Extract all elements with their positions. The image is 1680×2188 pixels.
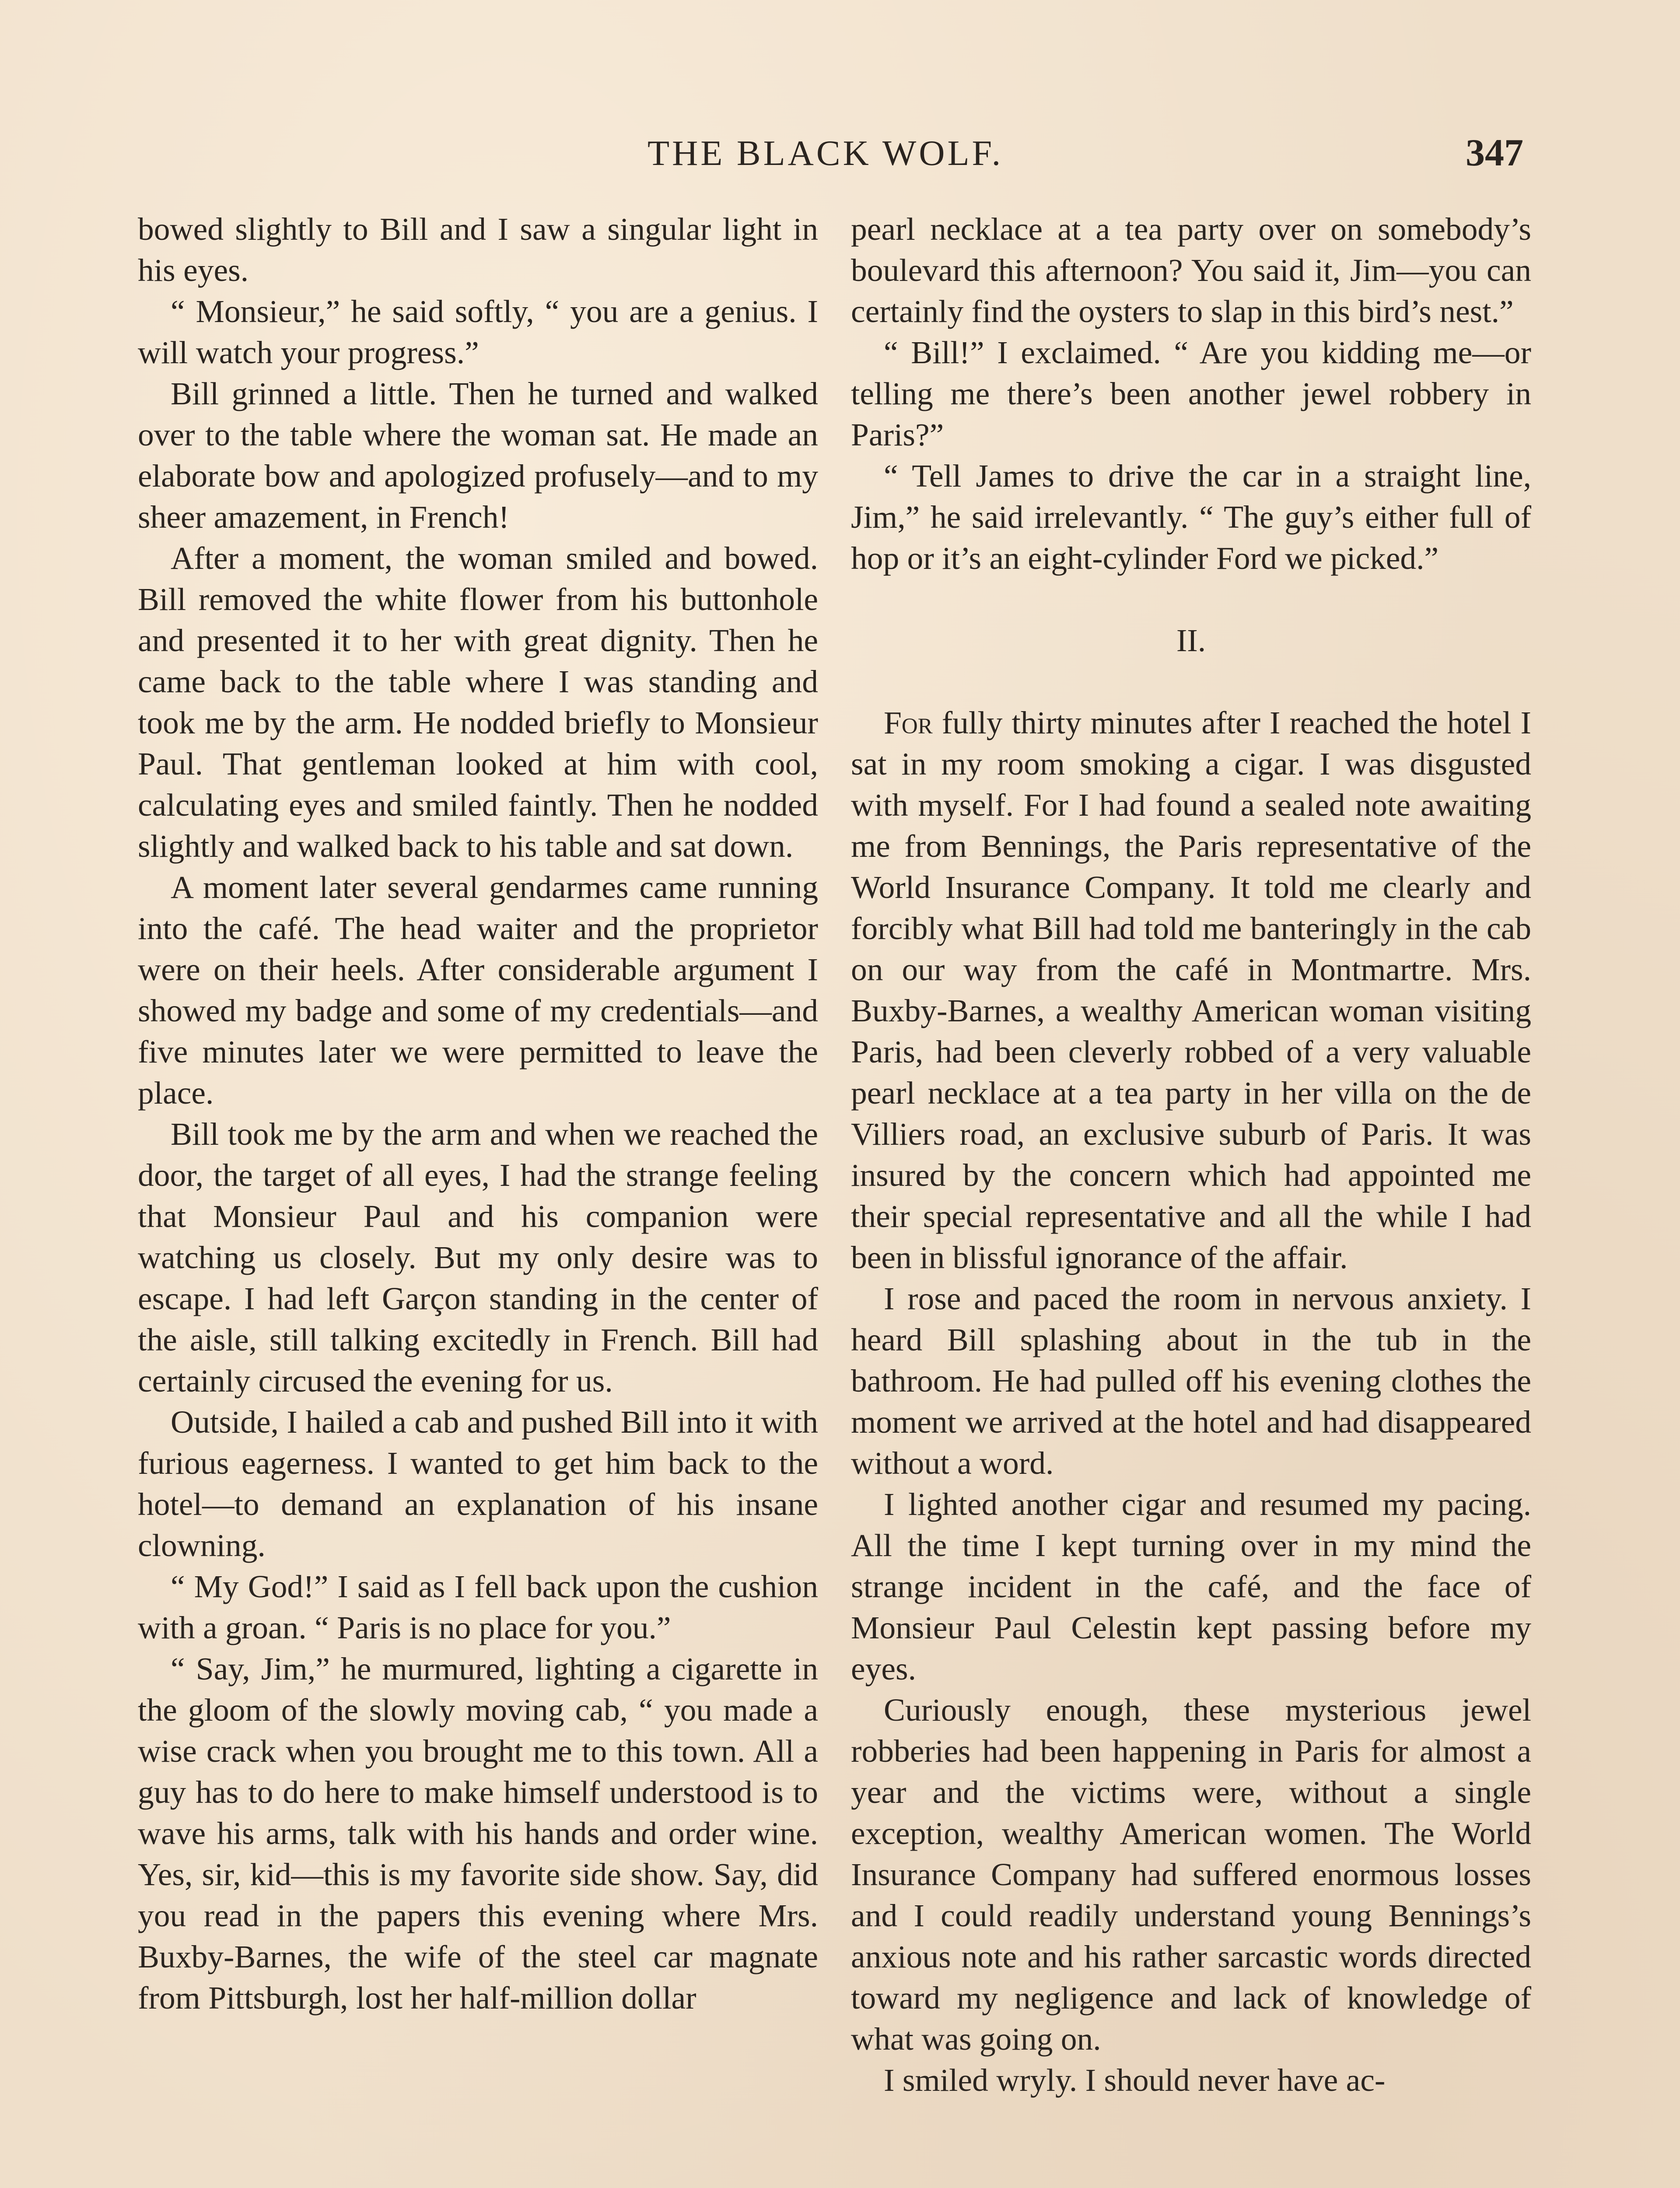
paragraph: Outside, I hailed a cab and pushed Bill into it with furious eagerness. I wanted to get him back to the hotel—to demand an explanation of his insane clowning.	[138, 1404, 818, 1563]
paragraph	[851, 702, 1531, 1278]
section-numeral: II.	[1176, 623, 1206, 658]
paragraph: “ Say, Jim,” he murmured, lighting a cigarette in the gloom of the slowly moving cab, “ you made a wise crack when you brought me to this town. All a guy has to do here to make himself understood is to wave his arms, talk with his hands and order wine. Yes, sir, kid—this is my favorite side show. Say, did you read in the papers this evening where Mrs. Buxby-Barnes, the wife of the steel car magnate from Pittsburgh, lost her half-million dollar	[138, 1651, 818, 2016]
right-text-column	[851, 209, 1531, 2101]
paragraph-lead-word: For	[884, 705, 933, 740]
paragraph: bowed slightly to Bill and I saw a singular light in his eyes.	[138, 211, 818, 288]
left-text-column	[138, 209, 818, 2019]
paragraph: A moment later several gendarmes came running into the café. The head waiter and the proprietor were on their heels. After considerable argument I showed my badge and some of my credentials—and five minutes later we were permitted to leave the place.	[138, 870, 818, 1111]
paragraph: “ My God!” I said as I fell back upon the cushion with a groan. “ Paris is no place for you.”	[138, 1569, 818, 1645]
paragraph: I rose and paced the room in nervous anxiety. I heard Bill splashing about in the tub in the bathroom. He had pulled off his evening clothes the moment we arrived at the hotel and had disappeared without a word.	[851, 1281, 1531, 1481]
paragraph: After a moment, the woman smiled and bowed. Bill removed the white flower from his buttonhole and presented it to her with great dignity. Then he came back to the table where I was standing and took me by the arm. He nodded briefly to Monsieur Paul. That gentleman looked at him with cool, calculating eyes and smiled faintly. Then he nodded slightly and walked back to his table and sat down.	[138, 540, 818, 864]
paragraph: “ Monsieur,” he said softly, “ you are a genius. I will watch your progress.”	[138, 294, 818, 370]
page-number: 347	[1466, 132, 1523, 174]
paragraph: Bill grinned a little. Then he turned and walked over to the table where the woman sat. He made an elaborate bow and apologized profusely—and to my sheer amazement, in French!	[138, 376, 818, 535]
paragraph: Bill took me by the arm and when we reached the door, the target of all eyes, I had the strange feeling that Monsieur Paul and his companion were watching us closely. But my only desire was to escape. I had left Garçon standing in the center of the aisle, still talking excitedly in French. Bill had certainly circused the evening for us.	[138, 1116, 818, 1399]
paragraph: I smiled wryly. I should never have ac-	[884, 2062, 1386, 2098]
running-title: THE BLACK WOLF.	[648, 133, 1004, 173]
paragraph: “ Bill!” I exclaimed. “ Are you kidding me—or telling me there’s been another jewel robbery in Paris?”	[851, 335, 1531, 452]
paragraph-text: fully thirty minutes after I reached the hotel I sat in my room smoking a cigar. I was disgusted with myself. For I had found a sealed note awaiting me from Bennings, the Paris representative of the World Insurance Company. It told me clearly and forcibly what Bill had told me banteringly in the cab on our way from the café in Montmartre. Mrs. Buxby-Barnes, a wealthy American woman visiting Paris, had been cleverly robbed of a very valuable pearl necklace at a tea party in her villa on the de Villiers road, an exclusive suburb of Paris. It was insured by the concern which had appointed me their special representative and all the while I had been in blissful ignorance of the affair.	[851, 705, 1531, 1275]
paragraph: pearl necklace at a tea party over on somebody’s boulevard this afternoon? You said it, Jim—you can certainly find the oysters to slap in this bird’s nest.”	[851, 211, 1531, 329]
page-header	[0, 127, 1680, 188]
paragraph: Curiously enough, these mysterious jewel robberies had been happening in Paris for almost a year and the victims were, without a single exception, wealthy American women. The World Insurance Company had suffered enormous losses and I could readily understand young Bennings’s anxious note and his rather sarcastic words directed toward my negligence and lack of knowledge of what was going on.	[851, 1692, 1531, 2057]
paragraph: I lighted another cigar and resumed my pacing. All the time I kept turning over in my mind the strange incident in the café, and the face of Monsieur Paul Celestin kept passing before my eyes.	[851, 1487, 1531, 1687]
paragraph: “ Tell James to drive the car in a straight line, Jim,” he said irrelevantly. “ The guy’s either full of hop or it’s an eight-cylinder Ford we picked.”	[851, 458, 1531, 576]
